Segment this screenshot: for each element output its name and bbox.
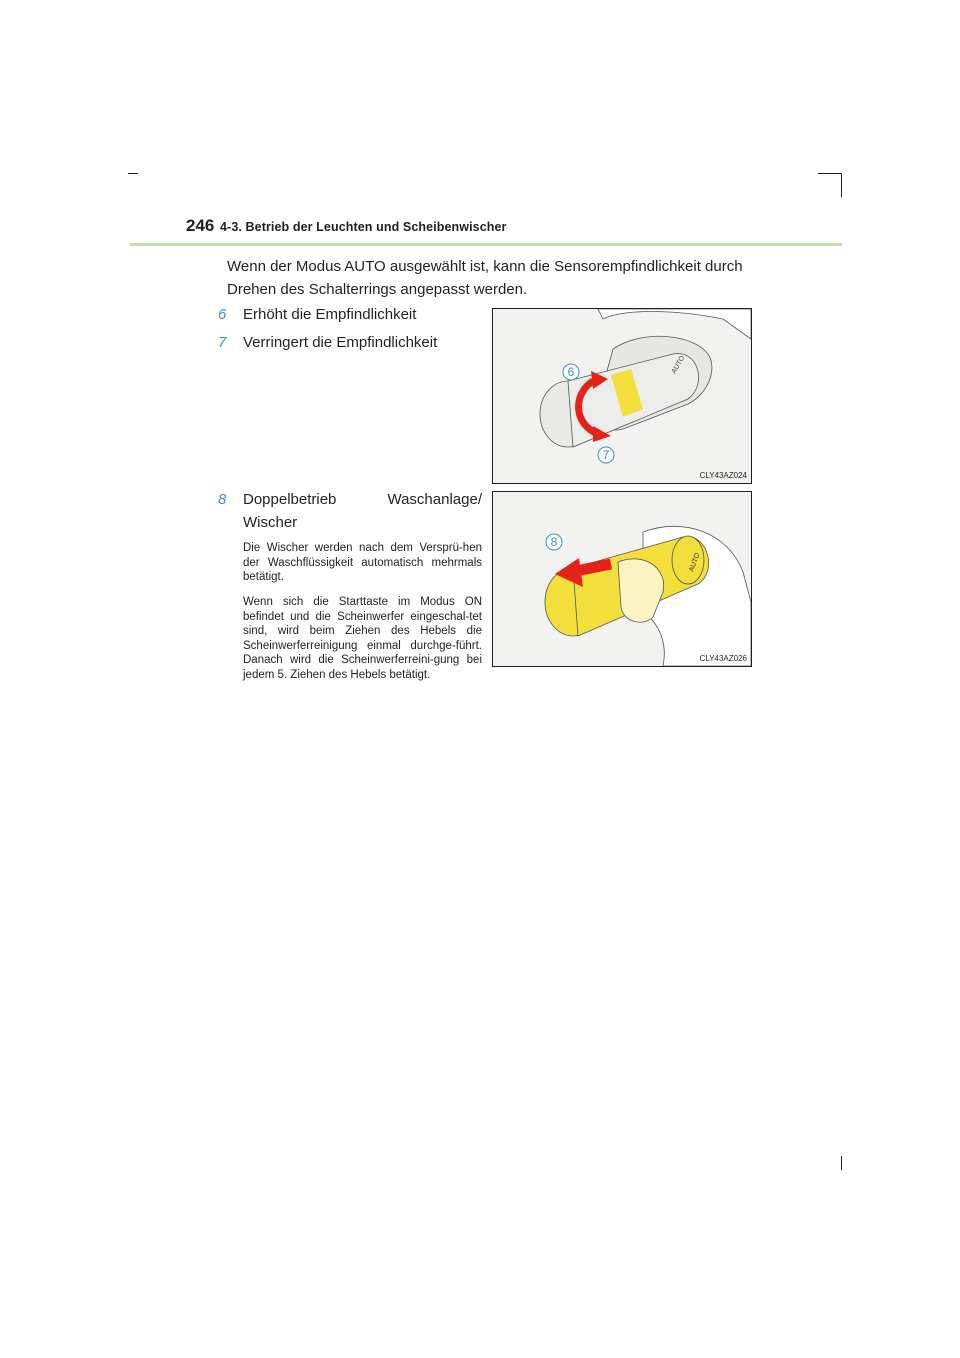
figure-sensitivity-illustration (493, 309, 751, 483)
crop-mark-top-right-vertical (841, 173, 842, 197)
knob-auto-label: AUTO (670, 354, 687, 375)
list-item-6 (218, 303, 482, 326)
figure-sensitivity-ring (492, 308, 752, 484)
header-rule (130, 243, 842, 246)
knob-auto-label: AUTO (688, 552, 702, 573)
list-item-7 (218, 331, 482, 354)
note-paragraph-2: Wenn sich die Starttaste im Modus ON befindet und die Scheinwerfer eingeschal-tet sind, wird beim Ziehen des Hebels die Scheinwerferreinigung einmal durchge-führt. Danach wird die Scheinwerferreini-gung bei jedem 5. Ziehen des Hebels betätigt. (243, 596, 482, 681)
callout-8: 8 (550, 535, 558, 549)
list-item-8 (218, 488, 482, 534)
figure-code: CLY43AZ026 (699, 654, 747, 663)
item-label-7: Verringert die Empfindlichkeit (243, 334, 438, 351)
item-number-6: 6 (218, 306, 227, 323)
callout-6: 6 (567, 365, 575, 379)
crop-mark-top-right (818, 173, 842, 174)
section-title: 4-3. Betrieb der Leuchten und Scheibenwischer (220, 220, 507, 234)
crop-mark-top-left (128, 173, 138, 174)
figure-code: CLY43AZ024 (699, 471, 747, 480)
item-label-6: Erhöht die Empfindlichkeit (243, 306, 417, 323)
page-number: 246 (186, 216, 215, 235)
figure-washer-wiper (492, 491, 752, 667)
item-number-7: 7 (218, 334, 227, 351)
note-paragraph-1: Die Wischer werden nach dem Versprü-hen der Waschflüssigkeit automatisch mehrmals betätigt. (243, 542, 482, 583)
item-label-8: Doppelbetrieb Waschanlage/ Wischer (243, 491, 482, 531)
callout-7: 7 (602, 448, 610, 462)
item-number-8: 8 (218, 491, 227, 508)
figure-washer-illustration (493, 492, 751, 666)
crop-mark-bottom-right (841, 1156, 842, 1170)
intro-paragraph: Wenn der Modus AUTO ausgewählt ist, kann die Sensorempfindlichkeit durch Drehen des Schalterrings angepasst werden. (227, 258, 743, 298)
